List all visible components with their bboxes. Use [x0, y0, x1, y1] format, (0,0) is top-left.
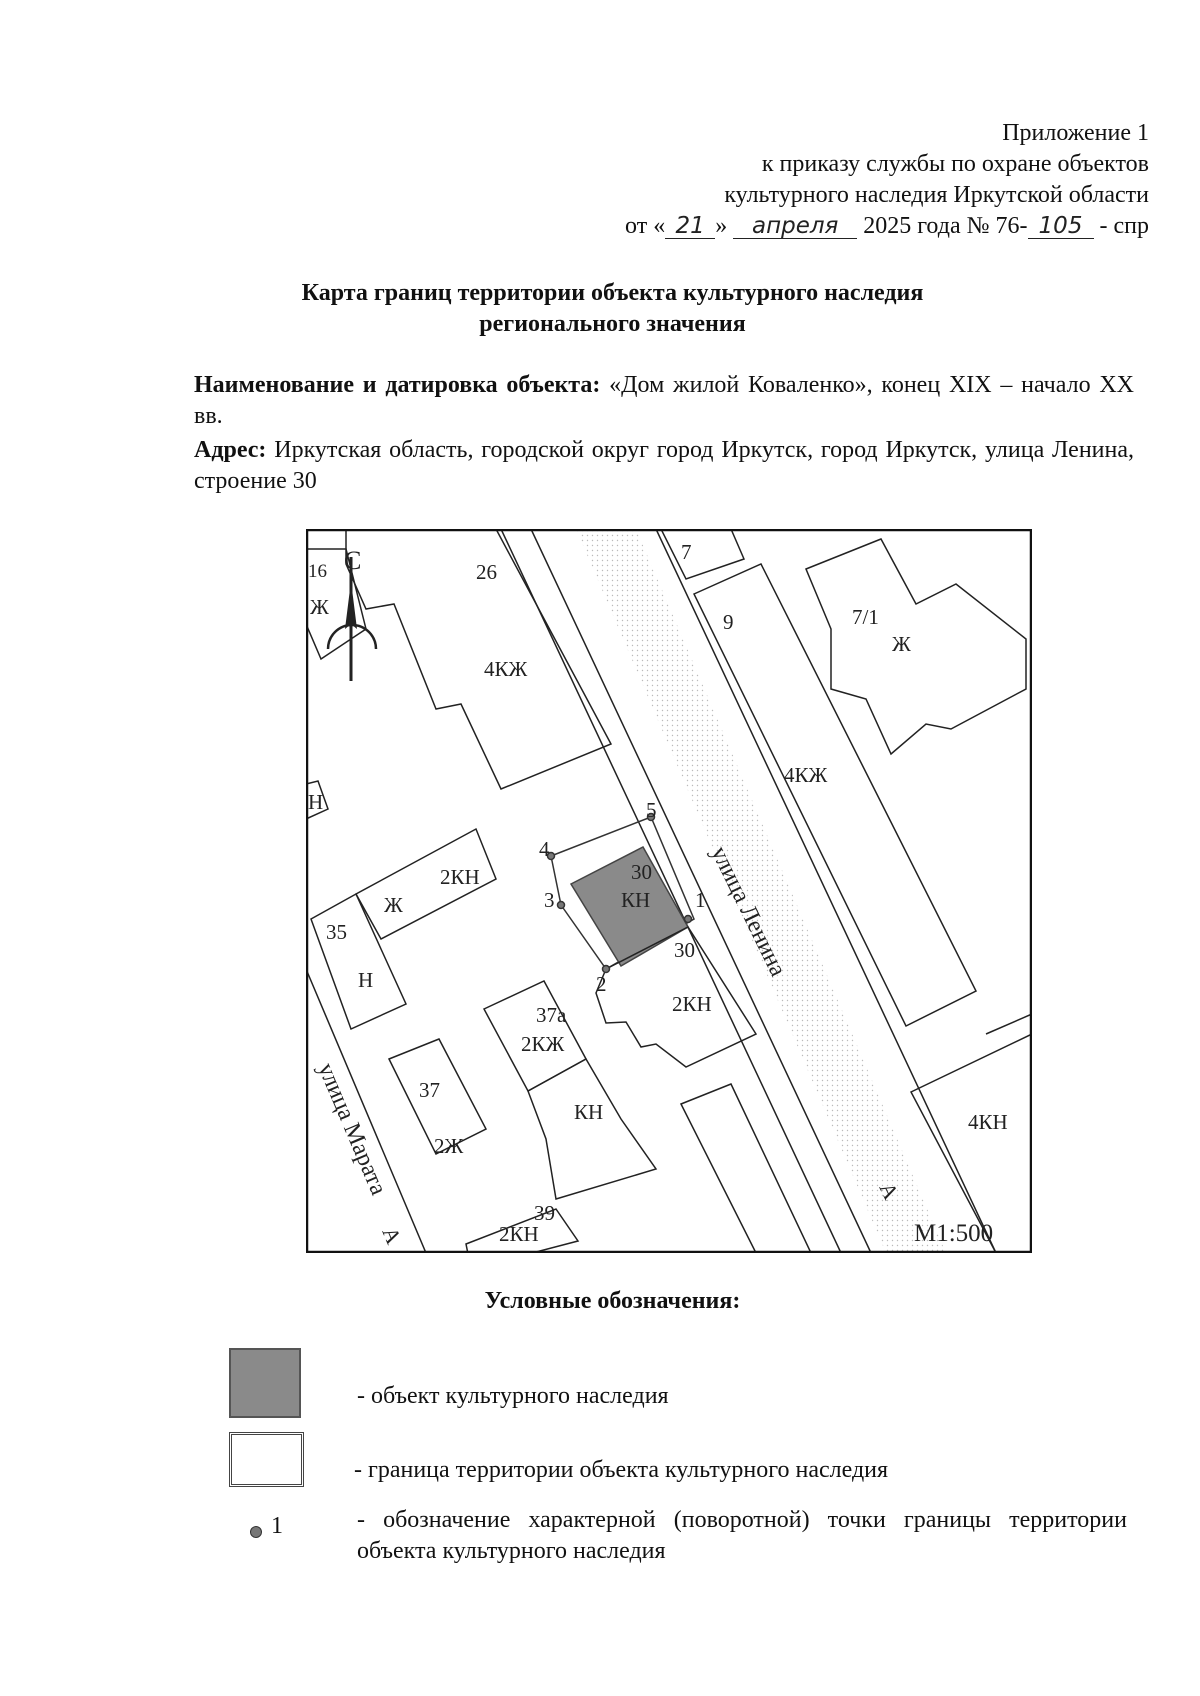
arrow-label: А	[874, 1178, 904, 1204]
address-label: Адрес:	[194, 437, 267, 463]
street-edge	[306, 969, 426, 1253]
building-label: 9	[723, 610, 734, 634]
building-label: 26	[476, 560, 497, 584]
map-svg	[306, 529, 1032, 1253]
building-label: Н	[308, 790, 324, 814]
building-label: Н	[358, 968, 374, 992]
building-label: 35	[326, 920, 347, 944]
building-label: КН	[621, 888, 651, 912]
building-label: 16	[308, 561, 327, 582]
turning-point-marker	[558, 902, 565, 909]
building-kn	[528, 1059, 656, 1199]
document-title	[180, 278, 1045, 340]
point-label: 5	[646, 798, 657, 822]
object-name-value: «Дом жилой Коваленко», конец XIX – начало XX вв.	[194, 372, 1135, 429]
legend-turning-point-text: - обозначение характерной (поворотной) точки границы территории объекта культурного наследия	[357, 1507, 1127, 1564]
legend-boundary-swatch	[229, 1432, 304, 1487]
building-label: 2КН	[440, 865, 480, 889]
arrow-label: А	[377, 1223, 407, 1248]
map-scale: М1:500	[914, 1220, 994, 1247]
building-label: Ж	[310, 595, 329, 619]
object-info	[194, 370, 1134, 500]
building-label: 7	[681, 540, 692, 564]
building-7-1	[806, 539, 1026, 754]
building-label: Ж	[384, 893, 403, 917]
header-line-2: к приказу службы по охране объектов	[761, 151, 1149, 177]
address-value: Иркутская область, городской округ город Иркутск, город Иркутск, улица Ленина, строение 30	[194, 437, 1135, 494]
building-label: 37	[419, 1078, 440, 1102]
building-label: 2КН	[672, 992, 712, 1016]
building-label: КН	[574, 1100, 604, 1124]
title-line-1: Карта границ территории объекта культурного наследия	[301, 280, 924, 306]
header-line-3: культурного наследия Иркутской области	[724, 182, 1149, 208]
header-date-line	[625, 211, 1149, 242]
legend-heritage-object-swatch	[229, 1348, 301, 1418]
building-label: 2Ж	[434, 1134, 464, 1158]
boundary-map	[306, 529, 1032, 1253]
point-label: 3	[544, 888, 555, 912]
document-header	[625, 118, 1149, 242]
title-line-2: регионального значения	[479, 311, 746, 337]
building-label: 4КЖ	[784, 763, 828, 787]
object-address	[194, 435, 1134, 497]
building-label: 30	[631, 860, 652, 884]
object-name	[194, 370, 1134, 432]
building-label: 2КН	[499, 1222, 539, 1246]
legend-title: Условные обозначения:	[484, 1288, 741, 1314]
header-line-1: Приложение 1	[1002, 120, 1149, 146]
building-bottom-mid	[681, 1084, 811, 1253]
building-label: 2КЖ	[521, 1032, 565, 1056]
building-label: Ж	[892, 632, 911, 656]
street-label-lenina: улица Ленина	[705, 842, 791, 981]
year-text: 2025 года № 76-	[863, 213, 1028, 239]
north-arrow	[328, 557, 376, 681]
building-label: 39	[534, 1201, 555, 1225]
legend-point-marker	[250, 1526, 262, 1538]
building-7	[661, 529, 744, 579]
date-mid: »	[715, 213, 728, 239]
point-label: 1	[695, 888, 706, 912]
legend-boundary-text: - граница территории объекта культурного наследия	[354, 1457, 889, 1483]
legend-heritage-object-text: - объект культурного наследия	[357, 1383, 669, 1409]
building-label: 37а	[536, 1003, 567, 1027]
date-prefix: от «	[625, 213, 666, 239]
legend-point-label: 1	[271, 1513, 283, 1539]
building-label: 30	[674, 938, 695, 962]
handwritten-number: 105	[1028, 214, 1094, 239]
street-label-marata: улица Марата	[312, 1059, 392, 1199]
street-edge	[656, 529, 996, 1253]
number-suffix: - спр	[1099, 213, 1149, 239]
map-edge-line	[986, 1014, 1032, 1034]
north-label: С	[344, 546, 362, 575]
building-label: 4КН	[968, 1110, 1008, 1134]
building-label: 7/1	[852, 605, 879, 629]
point-label: 2	[596, 972, 607, 996]
object-name-label: Наименование и датировка объекта:	[194, 372, 601, 398]
point-label: 4	[539, 837, 550, 861]
handwritten-month: апреля	[733, 214, 857, 239]
building-label: 4КЖ	[484, 657, 528, 681]
turning-point-marker	[685, 916, 692, 923]
handwritten-day: 21	[665, 214, 715, 239]
